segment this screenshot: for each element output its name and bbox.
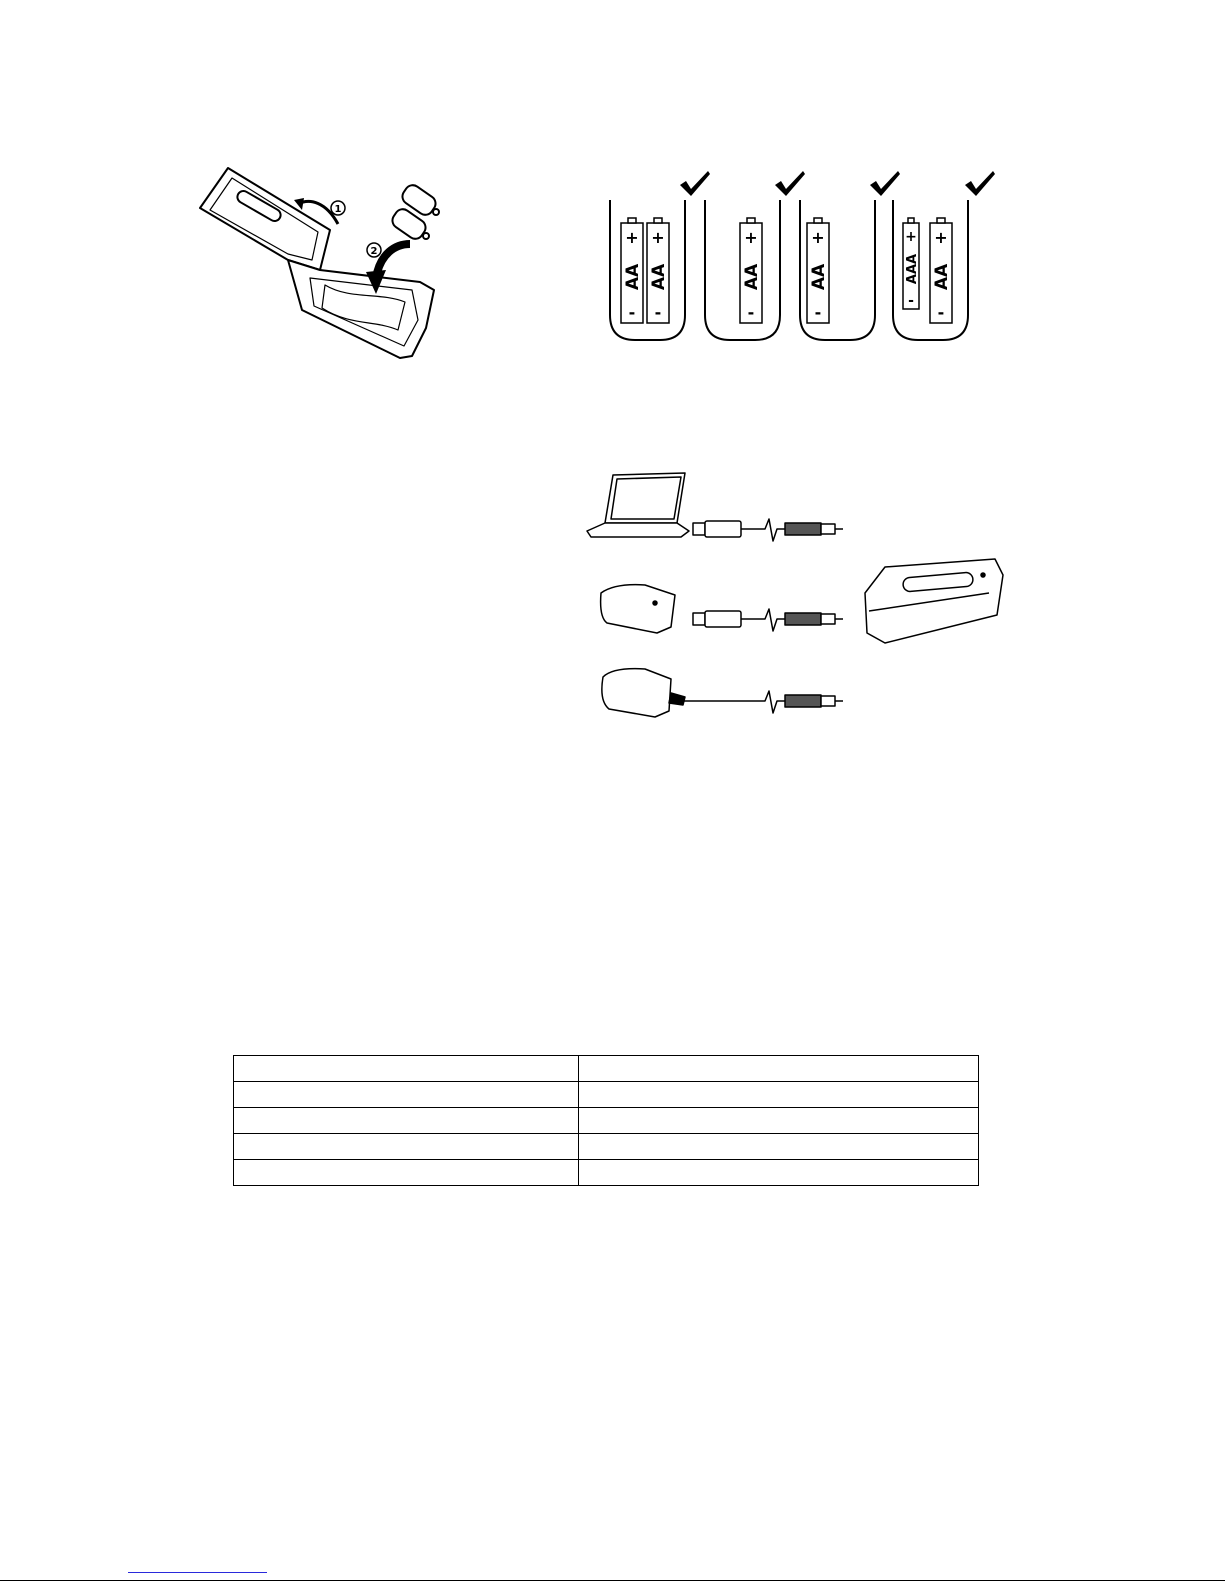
table-row [234, 1134, 979, 1160]
battery-plus: + [625, 228, 639, 247]
table-row [234, 1056, 979, 1082]
battery-aa-label: AA [623, 263, 643, 291]
step-2-label: 2 [370, 246, 378, 257]
battery-aa-label: AA [809, 263, 829, 291]
table-cell [579, 1108, 979, 1134]
footer-divider [0, 1580, 1225, 1581]
table-cell [234, 1134, 579, 1160]
battery-aaa-label: AAA [905, 253, 920, 285]
table-cell [234, 1082, 579, 1108]
battery-minus: - [937, 303, 945, 322]
table-row [234, 1082, 979, 1108]
battery-aa-label: AA [932, 263, 952, 291]
charger-open-lid-figure [190, 160, 470, 370]
battery-minus: - [908, 293, 914, 309]
table-cell [234, 1160, 579, 1186]
table-cell [234, 1056, 579, 1082]
step-1-label: 1 [334, 204, 342, 215]
table-cell [579, 1082, 979, 1108]
battery-plus: + [905, 229, 917, 245]
battery-aa-label: AA [742, 263, 762, 291]
table-row [234, 1108, 979, 1134]
spec-table [233, 1055, 979, 1186]
battery-plus: + [651, 228, 665, 247]
battery-plus: + [934, 228, 948, 247]
check-icon [775, 171, 805, 196]
battery-minus: - [747, 303, 755, 322]
battery-configurations-figure [600, 165, 1010, 345]
ac-adapter-icon [602, 669, 671, 717]
table-cell [579, 1056, 979, 1082]
battery-minus: - [814, 303, 822, 322]
check-icon [870, 171, 900, 196]
battery-minus: - [654, 303, 662, 322]
check-icon [965, 171, 995, 196]
table-cell [579, 1134, 979, 1160]
table-cell [579, 1160, 979, 1186]
footer-link-underline[interactable] [128, 1572, 267, 1573]
battery-aa-label: AA [649, 263, 669, 291]
battery-minus: - [628, 303, 636, 322]
battery-plus: + [744, 228, 758, 247]
battery-plus: + [811, 228, 825, 247]
table-row [234, 1160, 979, 1186]
usb-adapter-icon [601, 585, 675, 633]
check-icon [680, 171, 710, 196]
charging-options-figure [585, 465, 1015, 725]
table-cell [234, 1108, 579, 1134]
